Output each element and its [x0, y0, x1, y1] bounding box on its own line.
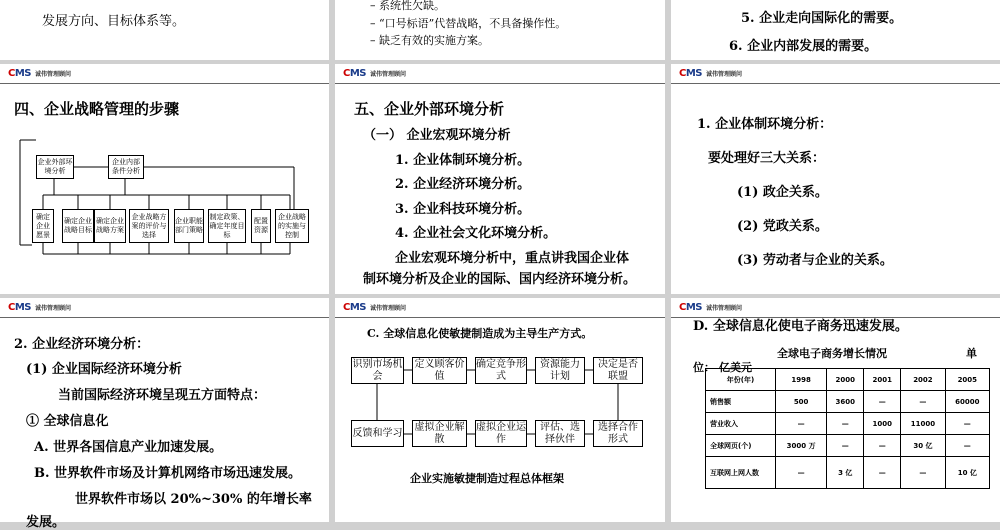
- table-cell: 全球网页(个): [706, 435, 776, 457]
- table-cell: —: [901, 391, 945, 413]
- s9-ecommerce-table: [705, 368, 990, 489]
- logo: CMS 诚伟管理顾问: [8, 68, 72, 79]
- slide-8: [335, 298, 665, 522]
- slide-9: [671, 298, 1000, 522]
- slide-4: [0, 64, 329, 294]
- table-cell: 60000: [945, 391, 989, 413]
- s8-row1-1: 识别市场机会: [351, 357, 404, 384]
- slide-7: [0, 298, 329, 530]
- s4-box-external: 企业外部环境分析: [36, 155, 74, 179]
- table-cell: —: [827, 413, 864, 435]
- s8-row2-3: 虚拟企业运作: [475, 420, 527, 447]
- slide-header: [0, 298, 329, 318]
- s8-row1-3: 确定竞争形式: [475, 357, 527, 384]
- table-cell: 年份(年): [706, 369, 776, 391]
- table-cell: 3000 万: [776, 435, 827, 457]
- s7-sub: (1) 企业国际经济环境分析: [26, 362, 182, 377]
- table-cell: 1998: [776, 369, 827, 391]
- slide-3: [671, 0, 1000, 60]
- table-cell: 2000: [827, 369, 864, 391]
- s8-caption: 企业实施敏捷制造过程总体框架: [410, 472, 564, 485]
- slide-1-text: 发展方向、目标体系等。: [42, 14, 186, 29]
- s6-item-3: (3) 劳动者与企业的关系。: [737, 253, 893, 268]
- slide-header: [335, 64, 665, 84]
- table-cell: 2002: [901, 369, 945, 391]
- logo: CMS 诚伟管理顾问: [679, 302, 743, 313]
- s8-row1-5: 决定是否联盟: [593, 357, 643, 384]
- s8-row1-2: 定义顾客价值: [412, 357, 467, 384]
- table-cell: 销售额: [706, 391, 776, 413]
- s2-item-2: – “口号标语”代替战略，不具备操作性。: [370, 17, 567, 30]
- table-cell: 3600: [827, 391, 864, 413]
- logo: CMS 诚伟管理顾问: [343, 302, 407, 313]
- s5-para-1: 企业宏观环境分析中，重点讲我国企业体: [395, 251, 630, 266]
- table-cell: —: [776, 457, 827, 489]
- s2-item-3: – 缺乏有效的实施方案。: [370, 34, 489, 47]
- logo: CMS 诚伟管理顾问: [679, 68, 743, 79]
- s7-point: ① 全球信息化: [26, 414, 109, 429]
- s8-row2-5: 选择合作形式: [593, 420, 643, 447]
- s8-row2-2: 虚拟企业解散: [412, 420, 467, 447]
- s9-unit-label2: 位：: [693, 361, 715, 374]
- table-cell: —: [827, 435, 864, 457]
- s5-title: 五、企业外部环境分析: [354, 100, 505, 118]
- table-row: [706, 391, 990, 413]
- table-cell: —: [864, 391, 901, 413]
- logo: CMS 诚伟管理顾问: [343, 68, 407, 79]
- s4-title: 四、企业战略管理的步骤: [14, 100, 180, 118]
- s2-item-1: – 系统性欠缺。: [370, 0, 445, 12]
- s8-flow-lines: [335, 298, 665, 522]
- s5-subtitle: （一） 企业宏观环境分析: [363, 128, 511, 143]
- s4-step-8: 企业战略的实施与控制: [275, 209, 309, 243]
- table-cell: 3 亿: [827, 457, 864, 489]
- table-cell: 互联网上网人数: [706, 457, 776, 489]
- s9-table-title: 全球电子商务增长情况: [777, 347, 887, 360]
- table-cell: —: [945, 413, 989, 435]
- s4-step-3: 确定企业战略方案: [94, 209, 126, 243]
- s7-c2: 发展。: [26, 515, 66, 530]
- logo: CMS 诚伟管理顾问: [8, 302, 72, 313]
- s8-row2-1: 反馈和学习: [351, 420, 404, 447]
- s6-item-1: (1) 政企关系。: [737, 185, 828, 200]
- table-cell: 10 亿: [945, 457, 989, 489]
- s4-step-1: 确定企业愿景: [32, 209, 54, 243]
- s8-title: C. 全球信息化使敏捷制造成为主导生产方式。: [367, 327, 593, 340]
- s6-item-2: (2) 党政关系。: [737, 219, 828, 234]
- table-cell: 11000: [901, 413, 945, 435]
- slide-5: [335, 64, 665, 294]
- s6-title: 1. 企业体制环境分析：: [697, 117, 833, 132]
- s4-step-6: 制定政策、确定年度目标: [208, 209, 246, 243]
- slide-6: [671, 64, 1000, 294]
- s5-item-2: 2. 企业经济环境分析。: [395, 177, 531, 192]
- table-header-row: [706, 369, 990, 391]
- table-row: [706, 457, 990, 489]
- s7-intro: 当前国际经济环境呈现五方面特点：: [58, 388, 267, 403]
- s4-flow-lines: [0, 64, 329, 294]
- table-cell: —: [776, 413, 827, 435]
- s9-unit-label: 单: [966, 347, 977, 360]
- s5-item-4: 4. 企业社会文化环境分析。: [395, 226, 557, 241]
- s9-title: D. 全球信息化使电子商务迅速发展。: [693, 319, 908, 334]
- slide-2: [335, 0, 665, 60]
- s5-para-2: 制环境分析及企业的国际、国内经济环境分析。: [363, 272, 637, 287]
- table-cell: 2001: [864, 369, 901, 391]
- s5-item-1: 1. 企业体制环境分析。: [395, 153, 531, 168]
- s4-step-7: 配置资源: [251, 209, 271, 243]
- table-cell: —: [864, 457, 901, 489]
- s4-step-2: 确定企业战略目标: [62, 209, 94, 243]
- s7-b: B. 世界软件市场及计算机网络市场迅速发展。: [34, 466, 302, 481]
- s3-item-5: 5. 企业走向国际化的需要。: [741, 11, 903, 26]
- slide-1: [0, 0, 329, 60]
- s8-row1-4: 资源能力计划: [535, 357, 585, 384]
- s8-row2-4: 评估、选择伙伴: [535, 420, 585, 447]
- s5-item-3: 3. 企业科技环境分析。: [395, 202, 531, 217]
- table-cell: 30 亿: [901, 435, 945, 457]
- table-row: [706, 413, 990, 435]
- s7-a: A. 世界各国信息产业加速发展。: [34, 440, 223, 455]
- s4-step-5: 企业职能部门策略: [174, 209, 204, 243]
- s7-c1: 世界软件市场以 20%~30% 的年增长率: [75, 492, 312, 507]
- table-cell: —: [864, 435, 901, 457]
- s6-sub: 要处理好三大关系：: [708, 151, 826, 166]
- s4-box-internal: 企业内部条件分析: [108, 155, 144, 179]
- table-cell: —: [945, 435, 989, 457]
- table-cell: 500: [776, 391, 827, 413]
- s9-unit: 亿美元: [719, 361, 752, 374]
- slide-header: [671, 64, 1000, 84]
- s7-title: 2. 企业经济环境分析：: [14, 337, 150, 352]
- table-cell: 1000: [864, 413, 901, 435]
- s3-item-6: 6. 企业内部发展的需要。: [729, 39, 878, 54]
- table-cell: 2005: [945, 369, 989, 391]
- table-cell: 营业收入: [706, 413, 776, 435]
- table-row: [706, 435, 990, 457]
- s4-step-4: 企业战略方案的评价与选择: [129, 209, 169, 243]
- table-cell: —: [901, 457, 945, 489]
